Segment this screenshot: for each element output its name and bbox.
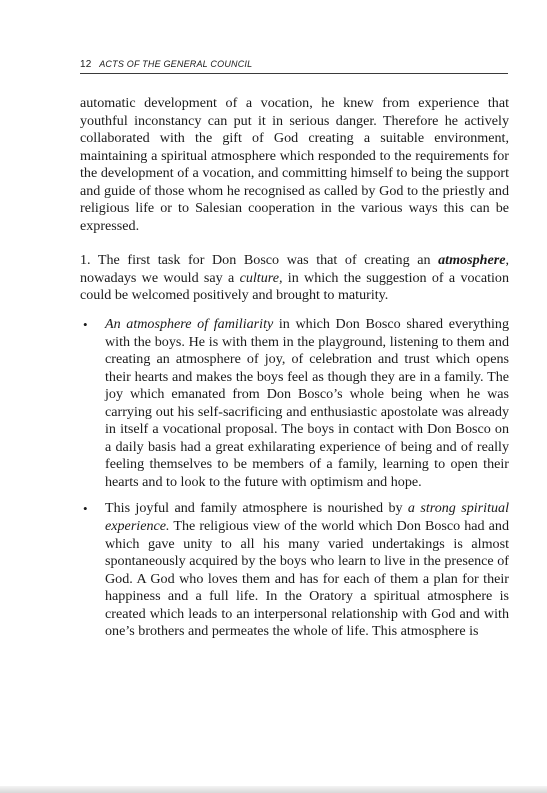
bullet-lead: This joyful and family atmosphere is nourished by: [105, 500, 408, 517]
paragraph-continuation: automatic development of a vocation, he knew from experience that youthful inconstancy can put it in serious danger. Therefore he actively collaborated with the gift of God creating a suitable environment, maintaining a spiritual atmosphere which responded to the requirements for the development of a vocation, and committing himself to being the support and guide of those whom he recognised as called by God to the priestly and religious life or to Salesian cooperation in the various ways this can be expressed.: [80, 95, 509, 234]
paragraph-numbered: [80, 252, 509, 305]
bullet-marker: •: [83, 317, 88, 333]
scan-edge: [0, 786, 547, 793]
running-head: [80, 59, 508, 70]
bullet-marker: •: [83, 501, 88, 517]
page-number: 12: [80, 59, 92, 70]
bullet-item: [80, 500, 509, 640]
bullet-italic: a strong spiritual experience.: [105, 500, 509, 535]
header-rule: [80, 73, 508, 74]
bullet-item: [80, 316, 509, 491]
bullet-italic-lead: An atmosphere of familiarity: [105, 316, 274, 333]
bullet-text: [105, 316, 509, 491]
running-title: ACTS OF THE GENERAL COUNCIL: [99, 59, 253, 69]
body-text: [80, 95, 509, 641]
para2-italic: culture,: [239, 269, 283, 286]
para2-emphasis: atmosphere: [438, 252, 506, 269]
bullet-text: [105, 500, 509, 640]
bullet-body: The religious view of the world which Don Bosco had and which gave unity to all his many varied undertakings is almost spontaneously acquired by the boys who learn to live in the presence of God. A God who loves them and has for each of them a plan for their happiness and a full life. In the Oratory a spiritual atmosphere is created which leads to an interpersonal relationship with God and with one’s brothers and permeates the whole of life. This atmosphere is: [105, 518, 509, 640]
bullet-body: in which Don Bosco shared everything with the boys. He is with them in the playground, listening to them and creating an atmosphere of joy, of celebration and trust which opens their hearts and makes the boys feel as though they are in a family. The joy which emanated from Don Bosco’s whole being when he was carrying out his self-sacrificing and enthusiastic apostolate was already in itself a vocational proposal. The boys in contact with Don Bosco on a daily basis had a great exhilarating experience of being and of really feeling themselves to be members of a family, learning to open their hearts and to look to the future with optimism and hope.: [105, 316, 510, 490]
para2-text-2: , nowadays we would say a: [80, 252, 509, 286]
para2-text-1: 1. The first task for Don Bosco was that of creating an: [80, 252, 439, 269]
para2-text-3: in which the suggestion of a vocation could be welcomed positively and brought to maturity.: [80, 269, 509, 304]
